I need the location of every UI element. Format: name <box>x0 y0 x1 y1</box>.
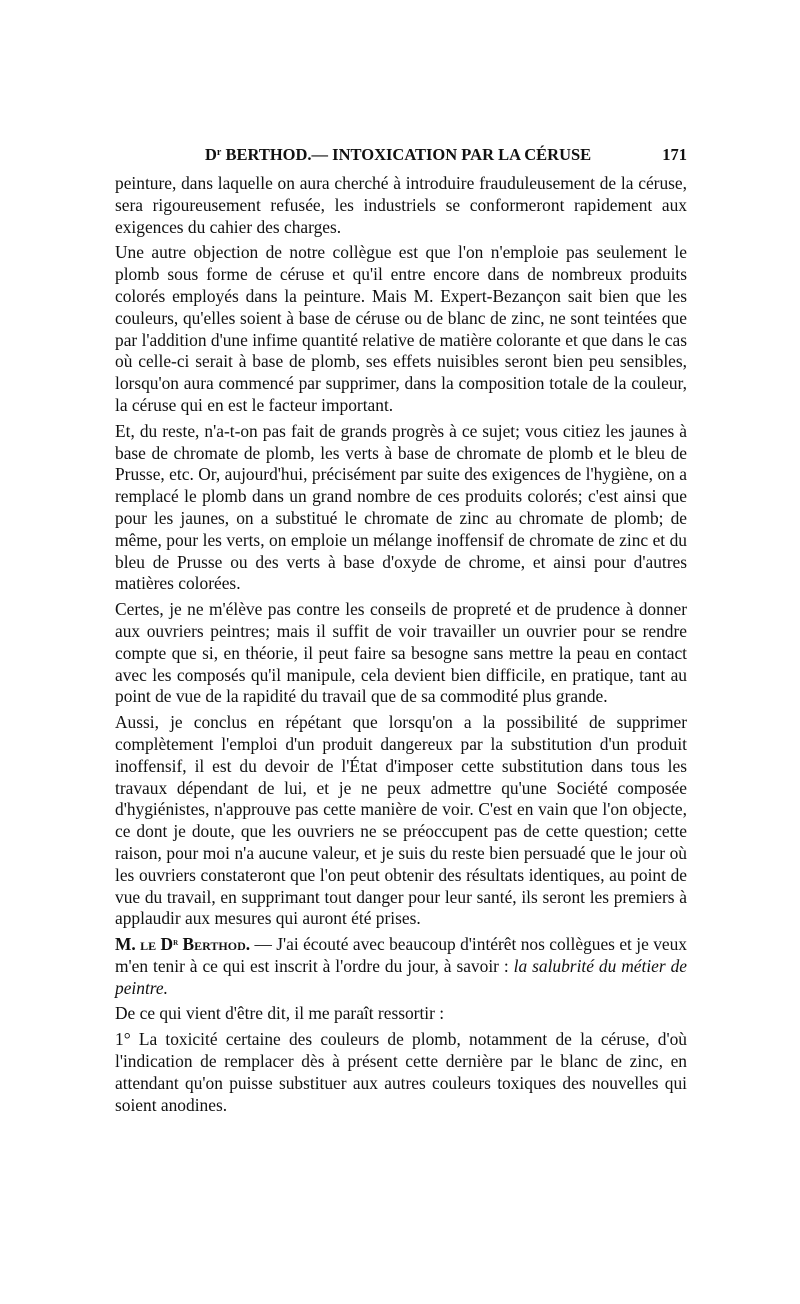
paragraph: Une autre objection de notre collègue est que l'on n'emploie pas seulement le plomb sous forme de céruse et qu'il entre encore dans de nombreux produits colorés employés dans la peinture. Mais M. Expert-Bezançon sait bien que les couleurs, qu'elles soient à base de céruse ou de blanc de zinc, ne sont teintées que par l'addition d'une infime quantité relative de matière colorante et que dans le cas où celle-ci serait à base de plomb, ses effets nuisibles seront bien peu sensibles, lorsqu'on aura commencé par supprimer, dans la composition totale de la couleur, la céruse qui en est le facteur important. <box>115 242 687 415</box>
numbered-paragraph: 1° La toxicité certaine des couleurs de plomb, notamment de la céruse, d'où l'indication de remplacer dès à présent cette dernière par le blanc de zinc, en attendant qu'on puisse substituer aux autres couleurs toxiques des nouvelles qui soient anodines. <box>115 1029 687 1115</box>
paragraph: Aussi, je conclus en répétant que lorsqu'on a la possibilité de supprimer complètement l'emploi d'un produit dangereux par la substitution d'un produit inoffensif, il est du devoir de l'État d'imposer cette substitution dans tous les travaux dépendant de lui, et je ne peux admettre qu'une Société composée d'hygiénistes, n'approuve pas cette manière de voir. C'est en vain que l'on objecte, ce dont je doute, que les ouvriers ne se préoccupent pas de cette question; cette raison, pour moi n'a aucune valeur, et je suis du reste bien persuadé que le jour où les ouvriers constateront que l'on peut obtenir des résultats identiques, au point de vue du travail, en supprimant tout danger pour leur santé, ils seront les premiers à applaudir aux mesures qui auront été prises. <box>115 712 687 929</box>
paragraph: peinture, dans laquelle on aura cherché à introduire frauduleusement de la céruse, sera rigoureusement refusée, les industriels se conformeront rapidement aux exigences du cahier des charges. <box>115 173 687 237</box>
speech-paragraph <box>115 934 687 999</box>
speaker-name-rest: Berthod. <box>178 934 251 955</box>
page-number: 171 <box>662 145 687 164</box>
running-header <box>115 145 687 167</box>
paragraph: Et, du reste, n'a-t-on pas fait de grands progrès à ce sujet; vous citiez les jaunes à base de chromate de plomb, les verts à base de chromate de plomb et le bleu de Prusse, etc. Or, aujourd'hui, précisément par suite des exigences de l'hygiène, on a remplacé le plomb dans un grand nombre de ces produits colorés; c'est ainsi que pour les jaunes, on a substitué le chromate de zinc au chromate de plomb; de même, pour les verts, on emploie un mélange inoffensif de chromate de zinc et du bleu de Prusse ou des verts à base d'oxyde de chrome, et ainsi pour d'autres matières colorées. <box>115 420 687 594</box>
speaker-name <box>115 934 250 954</box>
title-prefix: D <box>205 145 217 164</box>
speech-italic-topic: la salubrité du métier de peintre. <box>115 955 687 998</box>
title-superscript: r <box>216 147 222 158</box>
speaker-superscript: r <box>173 937 179 949</box>
paragraph: De ce qui vient d'être dit, il me paraît ressortir : <box>115 1003 445 1024</box>
speaker-name-part: M. le D <box>115 934 174 955</box>
document-page <box>115 145 687 1120</box>
paragraph: Certes, je ne m'élève pas contre les conseils de propreté et de prudence à donner aux ouvriers peintres; mais il suffit de voir travailler un ouvrier pour se rendre compte que si, en théorie, il peut faire sa besogne sans mettre la peau en contact avec les composés qu'il manipule, cela devient bien difficile, en pratique, tant au point de vue de la rapidité du travail que de sa commodité plus grande. <box>115 599 687 707</box>
running-title <box>205 145 591 165</box>
title-rest: BERTHOD.— INTOXICATION PAR LA CÉRUSE <box>221 145 592 164</box>
speech-text: — J'ai écouté avec beaucoup d'intérêt nos collègues et je veux m'en tenir à ce qui est inscrit à l'ordre du jour, à savoir : <box>115 934 688 976</box>
